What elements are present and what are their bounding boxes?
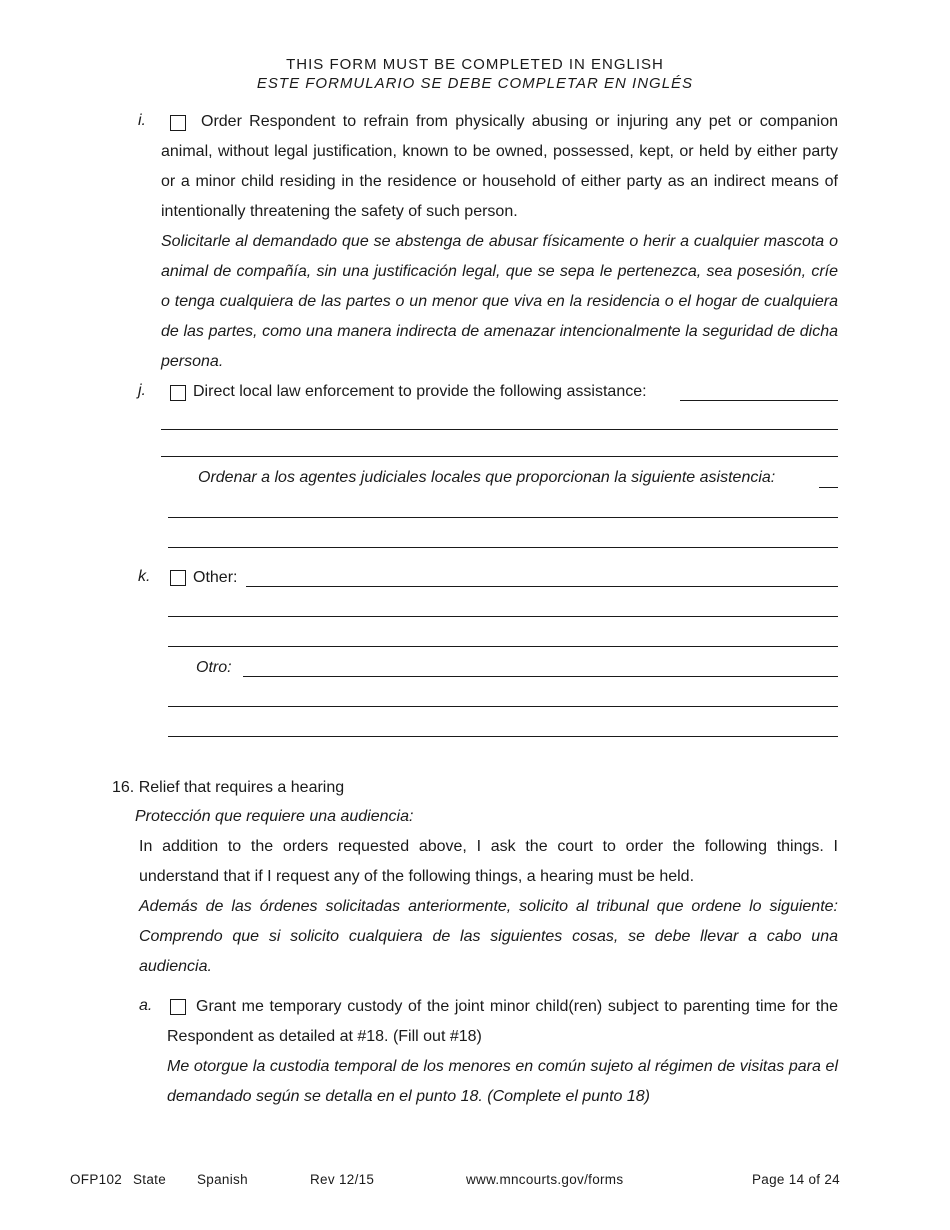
item-16a-spanish: Me otorgue la custodia temporal de los menores en común sujeto al régimen de visitas para el demandado según se detalla en el punto 18. (Complete el punto 18) xyxy=(167,1058,838,1105)
item-j-line-3[interactable] xyxy=(161,456,838,457)
item-k-line-3[interactable] xyxy=(168,646,838,647)
item-k-label: k. xyxy=(138,568,151,585)
footer-page-number: Page 14 of 24 xyxy=(752,1172,840,1187)
item-k-checkbox[interactable] xyxy=(170,570,186,586)
section-16-title: 16. Relief that requires a hearing xyxy=(112,779,345,796)
header-spanish: ESTE FORMULARIO SE DEBE COMPLETAR EN INGLÉS xyxy=(256,75,694,92)
section-16-title-es: Protección que requiere una audiencia: xyxy=(135,808,414,825)
section-16-intro-es: Además de las órdenes solicitadas anteriormente, solicito al tribunal que ordene lo siguiente: Comprendo que si solicito cualquiera de las siguientes cosas, se debe llevar a cabo una audiencia. xyxy=(139,898,838,975)
item-k-es-line-2[interactable] xyxy=(168,706,838,707)
item-j-es-line-1[interactable] xyxy=(819,487,838,488)
item-k-line-2[interactable] xyxy=(168,616,838,617)
item-k-spanish: Otro: xyxy=(196,659,232,676)
item-16a-label: a. xyxy=(139,997,153,1014)
item-j-checkbox[interactable] xyxy=(170,385,186,401)
footer-language: Spanish xyxy=(197,1172,248,1187)
item-16a-english: Grant me temporary custody of the joint minor child(ren) subject to parenting time for the Respondent as detailed at #18. (Fill out #18) xyxy=(167,998,838,1045)
header-english: THIS FORM MUST BE COMPLETED IN ENGLISH xyxy=(286,56,664,73)
item-k-es-line-1[interactable] xyxy=(243,676,838,677)
item-i-label: i. xyxy=(138,112,146,129)
section-16-intro: In addition to the orders requested above, I ask the court to order the following things. I understand that if I request any of the following things, a hearing must be held. xyxy=(139,838,838,885)
item-i-english: Order Respondent to refrain from physically abusing or injuring any pet or companion animal, without legal justification, known to be owned, possessed, kept, or held by either party or a minor child residing in the residence or household of either party as an indirect means of intentionally threatening the safety of such person. xyxy=(161,113,838,220)
item-j-spanish: Ordenar a los agentes judiciales locales que proporcionan la siguiente asistencia: xyxy=(198,469,776,486)
item-j-es-line-2[interactable] xyxy=(168,517,838,518)
item-k-es-line-3[interactable] xyxy=(168,736,838,737)
footer-state: State xyxy=(133,1172,167,1187)
item-i-spanish: Solicitarle al demandado que se abstenga de abusar físicamente o herir a cualquier mascota o animal de compañía, sin una justificación legal, que se sepa le pertenezca, sea posesión, críe o tenga cualquiera de las partes o un menor que viva en la residencia o el hogar de cualquiera de las partes, como una manera indirecta de amenazar intencionalmente la seguridad de dicha persona. xyxy=(161,233,838,370)
item-j-label: j. xyxy=(138,382,146,399)
item-k-line-1[interactable] xyxy=(246,586,838,587)
item-k-english: Other: xyxy=(193,569,238,586)
item-j-line-1[interactable] xyxy=(680,400,838,401)
footer-revision: Rev 12/15 xyxy=(310,1172,375,1187)
item-j-es-line-3[interactable] xyxy=(168,547,838,548)
item-j-line-2[interactable] xyxy=(161,429,838,430)
item-j-english: Direct local law enforcement to provide the following assistance: xyxy=(193,383,647,400)
footer-form-id: OFP102 xyxy=(70,1172,123,1187)
footer-url[interactable]: www.mncourts.gov/forms xyxy=(466,1172,624,1187)
